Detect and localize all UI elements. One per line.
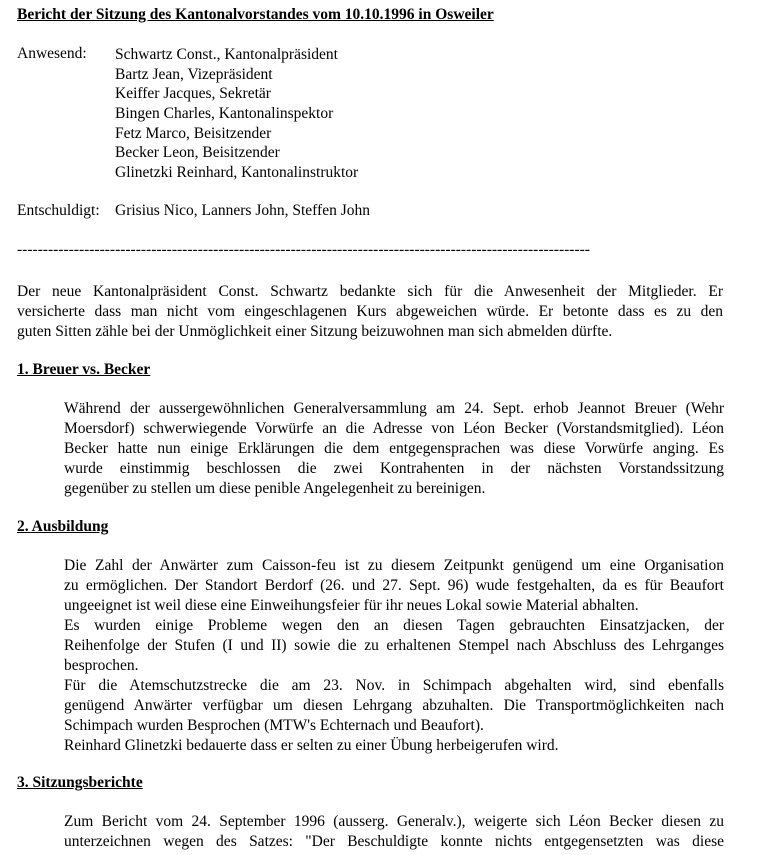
divider-line: --------------------------------------------------------------------------------------------------------------- <box>17 241 590 258</box>
section-heading: 1. Breuer vs. Becker <box>17 361 151 378</box>
attendee-item: Bartz Jean, Vizepräsident <box>115 65 273 83</box>
paragraph-line: genügend Anwärter verfügbar um diesen Lehrgang abzuhalten. Die Transportmöglichkeiten nach <box>64 697 724 714</box>
paragraph-line: wurde einstimmig beschlossen die zwei Kontrahenten in der nächsten Vorstandssitzung <box>64 460 724 477</box>
paragraph-line: Während der aussergewöhnlichen Generalversammlung am 24. Sept. erhob Jeannot Breuer (Wehr <box>64 400 724 417</box>
attendee-item: Schwartz Const., Kantonalpräsident <box>115 46 338 63</box>
excused-list: Grisius Nico, Lanners John, Steffen John <box>115 202 371 219</box>
intro-line: Der neue Kantonalpräsident Const. Schwartz bedankte sich für die Anwesenheit der Mitglieder. Er <box>17 283 723 300</box>
paragraph-line: Die Zahl der Anwärter zum Caisson-feu ist zu diesem Zeitpunkt genügend um eine Organisation <box>64 557 724 574</box>
attendee-list <box>115 45 358 183</box>
paragraph-line: ungeeignet ist weil diese eine Einweihungsfeier für ihr neues Lokal sowie Material abhalten. <box>64 597 639 614</box>
paragraph-line: Zum Bericht vom 24. September 1996 (ausserg. Generalv.), weigerte sich Léon Becker diesen zu <box>64 813 724 830</box>
document-title: Bericht der Sitzung des Kantonalvorstandes vom 10.10.1996 in Osweiler <box>17 6 494 23</box>
paragraph-line: Reihenfolge der Stufen (I und II) sowie die zu erhaltenen Stempel nach Abschluss des Lehrganges <box>64 637 724 654</box>
attendee-item: Glinetzki Reinhard, Kantonalinstruktor <box>115 164 359 182</box>
paragraph-line: Es wurden einige Probleme wegen den an diesen Tagen gebrauchten Einsatzjacken, der <box>64 617 724 634</box>
paragraph-line: gegenüber zu stellen um diese penible Angelegenheit zu bereinigen. <box>64 480 486 497</box>
excused-label: Entschuldigt: <box>17 202 100 219</box>
paragraph-line: Für die Atemschutzstrecke die am 23. Nov. in Schimpach abgehalten wird, sind ebenfalls <box>64 677 724 694</box>
paragraph-line: Schimpach wurden Besprochen (MTW's Echternach und Beaufort). <box>64 717 484 734</box>
intro-line: versicherte dass man nicht vom eingeschlagenen Kurs abgeweichen würde. Er betonte dass es zu den <box>17 303 723 320</box>
present-label: Anwesend: <box>17 45 87 62</box>
paragraph-line: unterzeichnen wegen des Satzes: "Der Beschuldigte konnte nichts entgegensetzten was diese <box>64 833 724 850</box>
section-heading: 2. Ausbildung <box>17 518 109 535</box>
paragraph-line: besprochen. <box>64 657 139 674</box>
intro-line: guten Sitten zähle bei der Unmöglichkeit einer Sitzung beizuwohnen man sich abmelden dürfte. <box>17 323 613 340</box>
section-paragraph <box>64 399 724 499</box>
paragraph-line: Becker hatte nun einige Erklärungen die dem entgegensprachen was diese Vorwürfe anging. Es <box>64 440 724 457</box>
attendee-item: Becker Leon, Beisitzender <box>115 144 280 162</box>
attendee-item: Keiffer Jacques, Sekretär <box>115 85 271 103</box>
section-paragraph <box>64 812 724 852</box>
section-heading: 3. Sitzungsberichte <box>17 774 143 791</box>
paragraph-line: Moersdorf) schwerwiegende Vorwürfe an die Adresse von Léon Becker (Vorstandsmitglied). Léon <box>64 420 724 437</box>
paragraph-line: zu ermöglichen. Der Standort Berdorf (26. und 27. Sept. 96) wude festgehalten, da es für Beaufort <box>64 577 724 594</box>
section-paragraph <box>64 556 724 756</box>
attendee-item: Bingen Charles, Kantonalinspektor <box>115 105 334 123</box>
intro-paragraph <box>17 282 723 342</box>
paragraph-line: Reinhard Glinetzki bedauerte dass er selten zu einer Übung herbeigerufen wird. <box>64 737 559 754</box>
attendee-item: Fetz Marco, Beisitzender <box>115 124 272 142</box>
